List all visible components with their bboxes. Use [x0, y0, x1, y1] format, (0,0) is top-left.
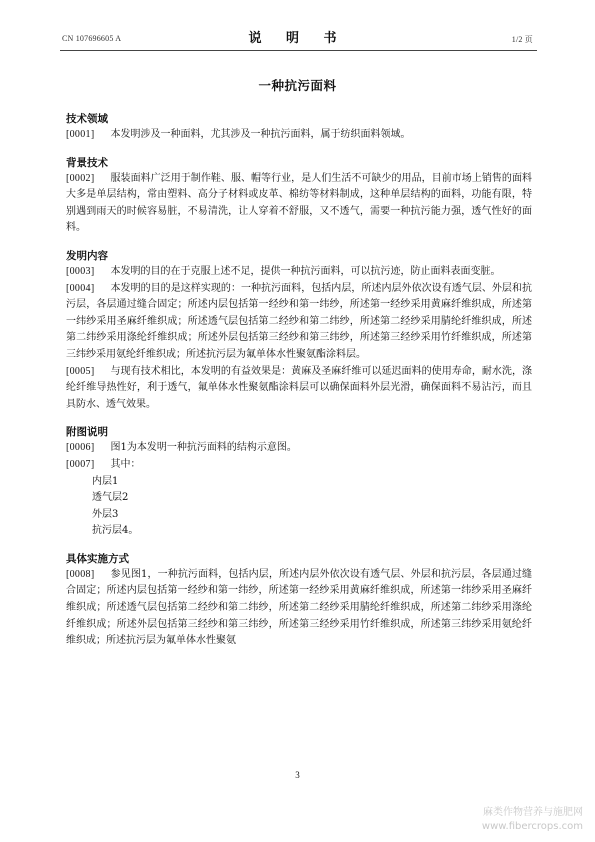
patent-number: CN 107696605 A	[62, 34, 122, 43]
paragraph-number: [0002]	[66, 172, 95, 184]
paragraph-0001	[66, 127, 532, 144]
page-number: 3	[295, 770, 300, 780]
paragraph-0006	[66, 440, 532, 457]
paragraph-number: [0008]	[66, 568, 95, 580]
paragraph-text: 与现有技术相比，本发明的有益效果是：黄麻及圣麻纤维可以延迟面料的使用寿命，耐水洗，涤纶纤维导热性好，利于透气，氟单体水性聚氨酯涂料层可以确保面料外层光滑，确保面料不易沾污，而且具防水、透气效果。	[66, 365, 532, 410]
paragraph-number: [0005]	[66, 365, 95, 377]
paragraph-0004	[66, 281, 532, 364]
section-heading-drawings: 附图说明	[66, 426, 108, 439]
page-info: 1/2 页	[511, 35, 533, 44]
paragraph-text: 本发明涉及一种面料，尤其涉及一种抗污面料，属于纺织面料领域。	[110, 129, 411, 140]
paragraph-number: [0006]	[66, 442, 95, 454]
section-heading-embodiment: 具体实施方式	[66, 552, 129, 565]
section-heading-tech-field: 技术领域	[66, 113, 108, 125]
section-heading-background: 背景技术	[66, 156, 108, 169]
paragraph-number: [0007]	[66, 458, 95, 470]
component-list-item: 内层1	[92, 475, 119, 487]
paragraph-text: 图1为本发明一种抗污面料的结构示意图。	[110, 442, 297, 454]
section-heading-invention: 发明内容	[66, 249, 108, 262]
paragraph-0007	[66, 457, 532, 474]
paragraph-text: 参见图1，一种抗污面料，包括内层，所述内层外依次设有透气层、外层和抗污层，各层通过缝合固定；所述内层包括第一经纱和第一纬纱，所述第一经纱采用黄麻纤维织成，所述第一纬纱采用圣麻纤维织成；所述透气层包括第二经纱和第二纬纱，所述第二经纱采用腈纶纤维织成，所述第二纬纱采用涤纶纤维织成；所述外层包括第三经纱和第三纬纱，所述第三经纱采用竹纤维织成，所述第三纬纱采用氨纶纤维织成；所述抗污层为氟单体水性聚氨	[66, 568, 532, 647]
paragraph-0005	[66, 364, 532, 414]
document-body	[66, 112, 532, 650]
paragraph-text: 本发明的目的是这样实现的：一种抗污面料，包括内层，所述内层外依次设有透气层、外层和抗污层，各层通过缝合固定；所述内层包括第一经纱和第一纬纱，所述第一经纱采用黄麻纤维织成，所述第一纬纱采用圣麻纤维织成；所述透气层包括第二经纱和第二纬纱，所述第二经纱采用腈纶纤维织成，所述第二纬纱采用涤纶纤维织成；所述外层包括第三经纱和第三纬纱，所述第三经纱采用竹纤维织成，所述第三纬纱采用氨纶纤维织成；所述抗污层为氟单体水性聚氨酯涂料层。	[66, 282, 532, 360]
component-list-item: 透气层2	[92, 492, 129, 504]
watermark-line: 麻类作物营养与施肥网	[483, 807, 583, 818]
paragraph-number: [0001]	[66, 129, 95, 140]
paragraph-0002	[66, 171, 532, 237]
document-title: 一种抗污面料	[258, 78, 337, 93]
paragraph-number: [0003]	[66, 265, 95, 277]
document-type-heading: 说 明 书	[248, 31, 347, 46]
paragraph-number: [0004]	[66, 282, 95, 294]
watermark	[482, 806, 583, 834]
paragraph-0008	[66, 567, 532, 650]
header-divider	[60, 50, 537, 51]
component-list-item: 外层3	[92, 508, 119, 520]
watermark-line: www.fibercrops.com	[481, 821, 583, 832]
component-list-item: 抗污层4。	[92, 525, 139, 537]
paragraph-0003	[66, 264, 532, 281]
paragraph-text: 服装面料广泛用于制作鞋、服、帽等行业，是人们生活不可缺少的用品，目前市场上销售的面料大多是单层结构，常由塑料、高分子材料或皮革、棉纺等材料制成，这种单层结构的面料，功能有限，特别遇到雨天的时候容易脏，不易清洗，让人穿着不舒服，又不透气，需要一种抗污能力强，透气性好的面料。	[66, 172, 532, 234]
paragraph-text: 其中：	[110, 458, 141, 470]
paragraph-text: 本发明的目的在于克服上述不足，提供一种抗污面料，可以抗污迹，防止面料表面变脏。	[110, 265, 501, 277]
